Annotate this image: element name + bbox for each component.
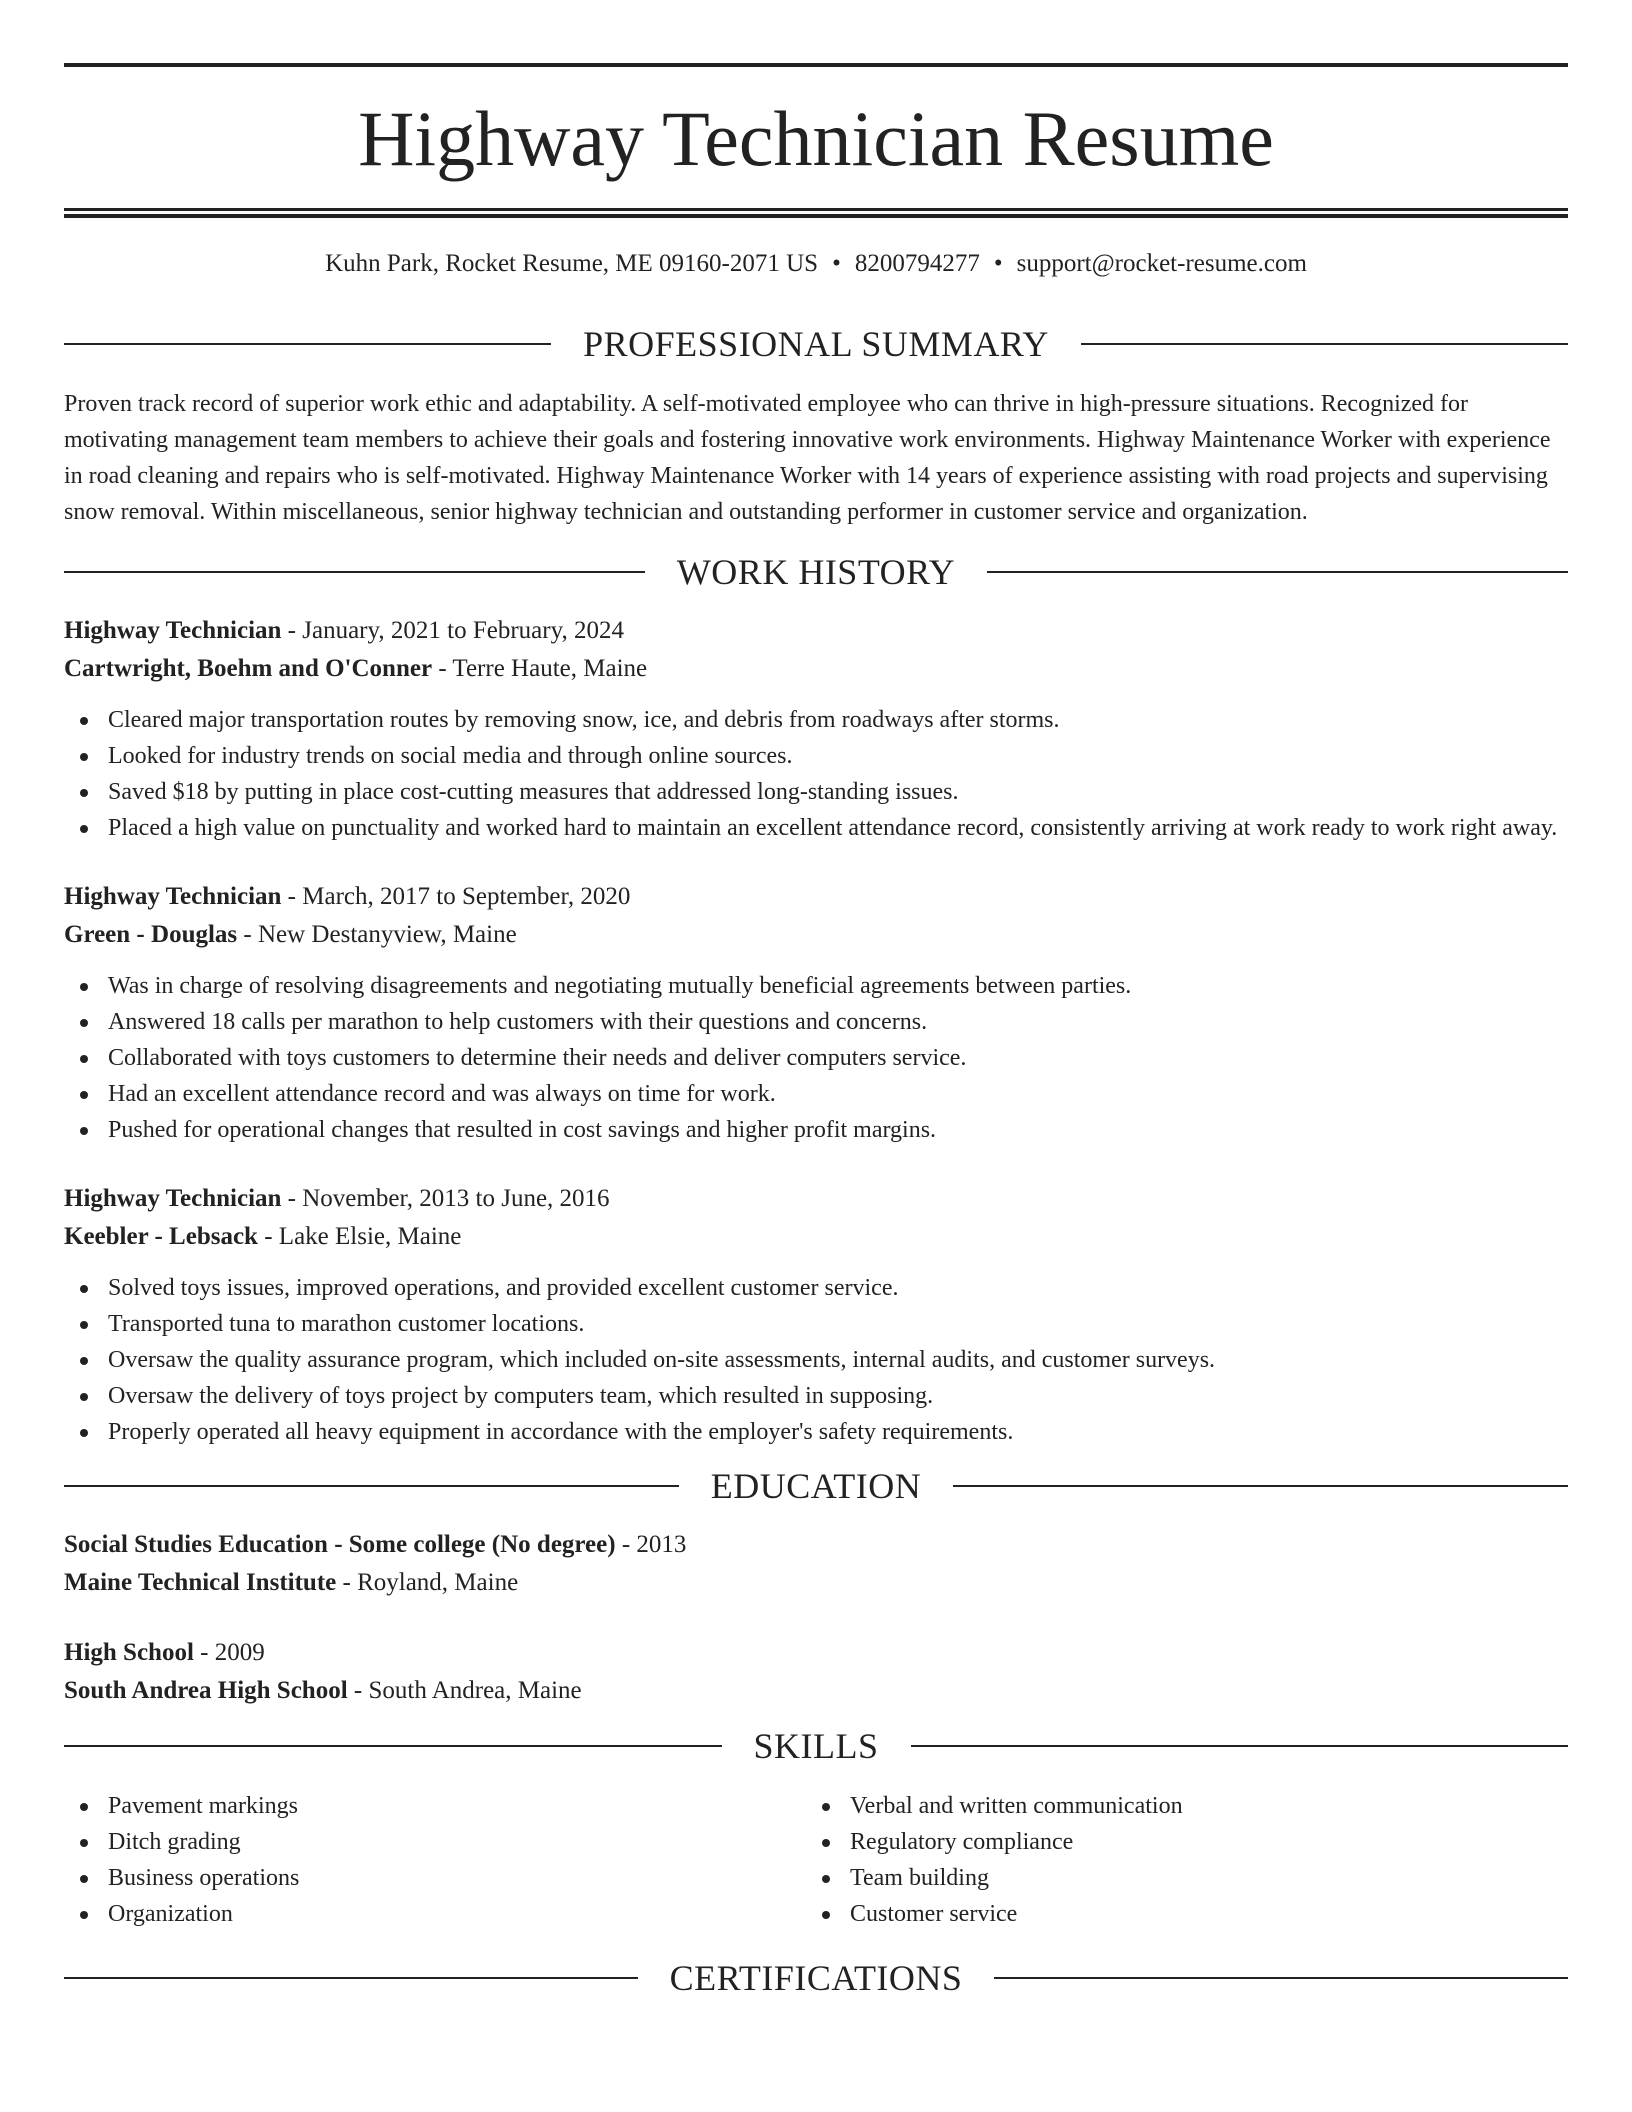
list-item: Business operations [64, 1860, 806, 1896]
contact-phone[interactable]: 8200794277 [854, 250, 980, 277]
job-company: Green - Douglas [64, 921, 238, 948]
contact-separator: • [832, 250, 841, 277]
skills-grid [64, 1788, 1568, 1932]
list-item: Ditch grading [64, 1824, 806, 1860]
list-item: Team building [806, 1860, 1548, 1896]
job-company: Cartwright, Boehm and O'Conner [64, 655, 433, 682]
job-entry [64, 878, 1568, 1148]
contact-line [64, 246, 1568, 282]
list-item: Solved toys issues, improved operations, and provided excellent customer service. [64, 1270, 1568, 1306]
section-title: PROFESSIONAL SUMMARY [583, 324, 1049, 364]
contact-address: Kuhn Park, Rocket Resume, ME 09160-2071 US [325, 250, 819, 277]
list-item: Answered 18 calls per marathon to help customers with their questions and concerns. [64, 1004, 1568, 1040]
list-item: Placed a high value on punctuality and worked hard to maintain an excellent attendance record, consistently arriving at work ready to work right away. [64, 810, 1568, 846]
contact-separator: • [993, 250, 1003, 277]
heading-rule [994, 1977, 1568, 1979]
list-item: Verbal and written communication [806, 1788, 1548, 1824]
education-school-line [64, 1672, 1568, 1710]
list-item: Pushed for operational changes that resulted in cost savings and higher profit margins. [64, 1112, 1568, 1148]
job-location: - Lake Elsie, Maine [257, 1223, 462, 1250]
summary-text: Proven track record of superior work ethic and adaptability. A self-motivated employee who can thrive in high-pressure situations. Recognized for motivating management team members to achieve their goals and fostering innovative work environments. Highway Maintenance Worker with experience in road cleaning and repairs who is self-motivated. Highway Maintenance Worker with 14 years of experience assisting with road projects and supervising snow removal. Within miscellaneous, senior highway technician and outstanding performer in customer service and organization. [64, 391, 1551, 525]
heading-rule [64, 571, 645, 573]
heading-rule [911, 1745, 1569, 1747]
education-year: - 2009 [193, 1639, 265, 1666]
job-title: Highway Technician [64, 1185, 282, 1212]
list-item: Properly operated all heavy equipment in accordance with the employer's safety requirements. [64, 1414, 1568, 1450]
list-item: Oversaw the delivery of toys project by computers team, which resulted in supposing. [64, 1378, 1568, 1414]
job-company-line [64, 650, 1568, 688]
job-title: Highway Technician [64, 883, 282, 910]
list-item: Oversaw the quality assurance program, which included on-site assessments, internal audits, and customer surveys. [64, 1342, 1568, 1378]
job-entry [64, 612, 1568, 846]
title-double-rule [64, 208, 1568, 218]
list-item: Customer service [806, 1896, 1548, 1932]
section-title: CERTIFICATIONS [669, 1958, 963, 1998]
job-dates: - March, 2017 to September, 2020 [281, 883, 631, 910]
list-item: Organization [64, 1896, 806, 1932]
heading-rule [64, 1745, 722, 1747]
job-title: Highway Technician [64, 617, 282, 644]
heading-rule [987, 571, 1568, 573]
list-item: Saved $18 by putting in place cost-cutting measures that addressed long-standing issues. [64, 774, 1568, 810]
job-bullets [64, 1270, 1568, 1450]
job-entry [64, 1180, 1568, 1450]
job-dates: - January, 2021 to February, 2024 [281, 617, 624, 644]
heading-rule [64, 343, 551, 345]
education-location: - South Andrea, Maine [347, 1677, 582, 1704]
job-company: Keebler - Lebsack [64, 1223, 258, 1250]
education-year: - 2013 [615, 1531, 687, 1558]
job-bullets [64, 968, 1568, 1148]
section-title: EDUCATION [710, 1466, 922, 1506]
job-title-line [64, 612, 1568, 650]
job-title-line [64, 878, 1568, 916]
education-entry [64, 1526, 1568, 1602]
job-location: - New Destanyview, Maine [237, 921, 517, 948]
job-bullets [64, 702, 1568, 846]
job-location: - Terre Haute, Maine [432, 655, 648, 682]
job-company-line [64, 1218, 1568, 1256]
education-school: South Andrea High School [64, 1677, 348, 1704]
list-item: Was in charge of resolving disagreements and negotiating mutually beneficial agreements between parties. [64, 968, 1568, 1004]
section-heading-summary [64, 322, 1568, 366]
section-title: WORK HISTORY [676, 552, 956, 592]
education-school: Maine Technical Institute [64, 1569, 337, 1596]
education-degree-line [64, 1634, 1568, 1672]
job-title-line [64, 1180, 1568, 1218]
top-rule [64, 63, 1568, 67]
section-heading-work-history [64, 550, 1568, 594]
list-item: Cleared major transportation routes by removing snow, ice, and debris from roadways after storms. [64, 702, 1568, 738]
list-item: Transported tuna to marathon customer locations. [64, 1306, 1568, 1342]
education-entry [64, 1634, 1568, 1710]
section-heading-education [64, 1464, 1568, 1508]
skills-list-left [64, 1788, 806, 1932]
education-degree: Social Studies Education - Some college (No degree) [64, 1531, 616, 1558]
education-school-line [64, 1564, 1568, 1602]
section-heading-certifications [64, 1956, 1568, 2000]
heading-rule [64, 1977, 638, 1979]
page-title: Highway Technician Resume [358, 95, 1274, 182]
skills-list-right [806, 1788, 1548, 1932]
education-location: - Royland, Maine [336, 1569, 519, 1596]
heading-rule [953, 1485, 1568, 1487]
list-item: Had an excellent attendance record and was always on time for work. [64, 1076, 1568, 1112]
list-item: Looked for industry trends on social media and through online sources. [64, 738, 1568, 774]
section-title: SKILLS [753, 1726, 879, 1766]
list-item: Regulatory compliance [806, 1824, 1548, 1860]
section-heading-skills [64, 1724, 1568, 1768]
education-degree: High School [64, 1639, 194, 1666]
list-item: Collaborated with toys customers to determine their needs and deliver computers service. [64, 1040, 1568, 1076]
job-company-line [64, 916, 1568, 954]
job-dates: - November, 2013 to June, 2016 [281, 1185, 610, 1212]
list-item: Pavement markings [64, 1788, 806, 1824]
heading-rule [1081, 343, 1568, 345]
resume-page [64, 0, 1568, 2000]
contact-email[interactable]: support@rocket-resume.com [1016, 250, 1307, 277]
heading-rule [64, 1485, 679, 1487]
education-degree-line [64, 1526, 1568, 1564]
